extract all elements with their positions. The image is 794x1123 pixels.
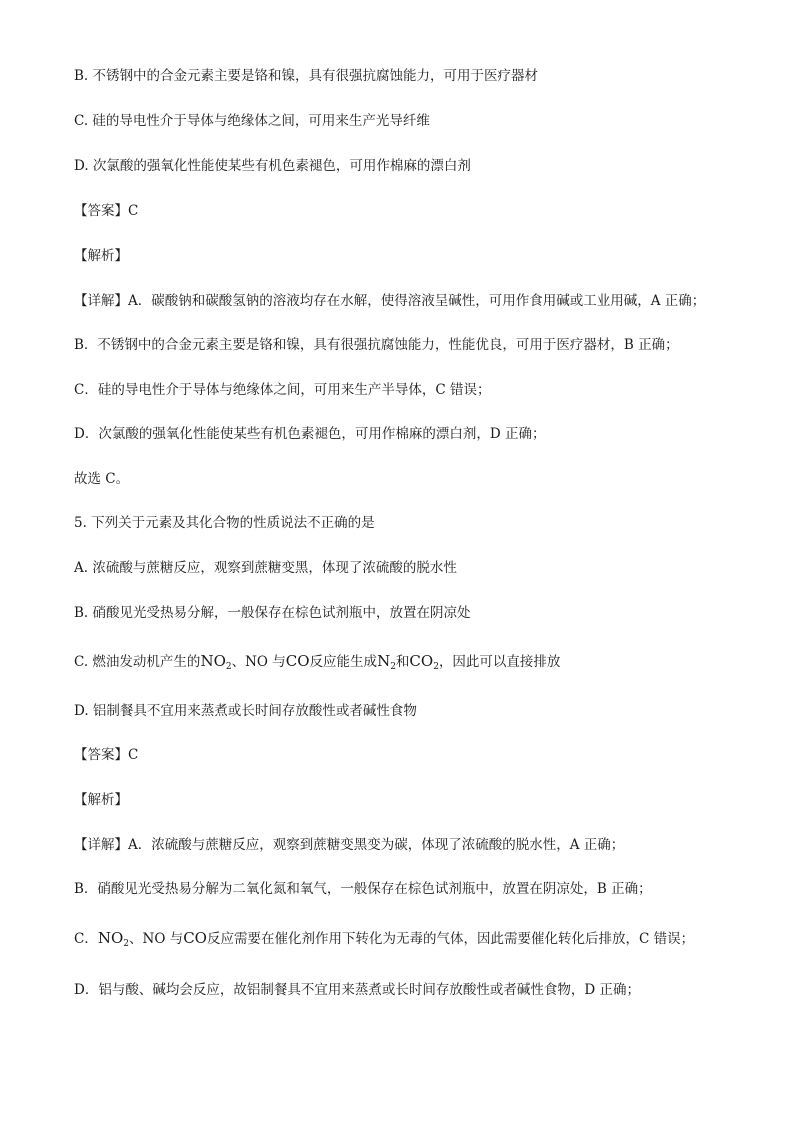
formula-no2-sub: 2 — [123, 939, 130, 949]
q4-detail-a: A．碳酸钠和碳酸氢钠的溶液均存在水解，使得溶液呈碱性，可用作食用碱或工业用碱，A 正确； — [128, 293, 706, 309]
q5-option-a: A. 浓硫酸与蔗糖反应，观察到蔗糖变黑，体现了浓硫酸的脱水性 — [74, 560, 457, 576]
q5-detail-a: A．浓硫酸与蔗糖反应，观察到蔗糖变黑变为碳，体现了浓硫酸的脱水性，A 正确； — [128, 837, 625, 853]
q5-option-c-mid2: 反应能生成 — [309, 654, 378, 670]
q4-analysis-tag: 【解析】 — [74, 248, 128, 264]
q5-detail-c-prefix: C． — [74, 931, 98, 947]
formula-n2-base: N — [377, 652, 391, 670]
q5-option-c-suffix: ，因此可以直接排放 — [438, 654, 561, 670]
q5-stem: 5. 下列关于元素及其化合物的性质说法不正确的是 — [74, 515, 375, 531]
q5-detail-d: D．铝与酸、碱均会反应，故铝制餐具不宜用来蒸煮或长时间存放酸性或者碱性食物，D 正确； — [74, 982, 640, 998]
q5-analysis-tag: 【解析】 — [74, 792, 128, 808]
q5-option-b: B. 硝酸见光受热易分解，一般保存在棕色试剂瓶中，放置在阴凉处 — [74, 605, 471, 621]
q4-option-b: B. 不锈钢中的合金元素主要是铬和镍，具有很强抗腐蚀能力，可用于医疗器材 — [74, 68, 539, 84]
q4-detail-a-line — [74, 291, 705, 311]
formula-co: CO — [285, 652, 310, 670]
formula-no2 — [200, 652, 231, 670]
q5-option-c-and: 和 — [395, 654, 410, 670]
formula-no2-base: NO — [200, 652, 226, 670]
q4-option-d: D. 次氯酸的强氧化性能使某些有机色素褪色，可用作棉麻的漂白剂 — [74, 158, 471, 174]
q4-detail-d: D．次氯酸的强氧化性能使某些有机色素褪色，可用作棉麻的漂白剂，D 正确； — [74, 426, 546, 442]
formula-no2-base: NO — [97, 929, 124, 947]
q5-detail-c-mid: 、NO 与 — [129, 931, 184, 947]
detail-tag: 【详解】 — [74, 837, 128, 853]
q5-detail-c-suffix: 反应需要在催化剂作用下转化为无毒的气体，因此需要催化转化后排放，C 错误； — [206, 931, 695, 947]
q4-answer-line — [74, 201, 138, 221]
formula-co2 — [409, 652, 439, 670]
formula-n2-sub: 2 — [390, 662, 396, 672]
formula-no2 — [98, 929, 129, 947]
answer-tag: 【答案】 — [74, 747, 128, 763]
answer-value: C — [128, 747, 139, 763]
q5-detail-a-line — [74, 835, 624, 855]
q5-option-c-prefix: C. 燃油发动机产生的 — [74, 654, 201, 670]
q4-detail-b: B．不锈钢中的合金元素主要是铬和镍，具有很强抗腐蚀能力，性能优良，可用于医疗器材，B 正确； — [74, 337, 679, 353]
q5-option-c — [74, 651, 560, 677]
q5-detail-b: B．硝酸见光受热易分解为二氧化氮和氧气，一般保存在棕色试剂瓶中，放置在阴凉处，B 正确； — [74, 881, 652, 897]
q5-detail-c — [74, 928, 694, 954]
formula-n2 — [377, 652, 396, 670]
answer-value: C — [128, 203, 139, 219]
q4-option-c: C. 硅的导电性介于导体与绝缘体之间，可用来生产光导纤维 — [74, 113, 430, 129]
formula-co: CO — [183, 929, 207, 947]
q5-option-c-mid1: 、NO 与 — [231, 654, 286, 670]
q4-conclusion: 故选 C。 — [74, 471, 130, 487]
answer-tag: 【答案】 — [74, 203, 128, 219]
q4-detail-c: C．硅的导电性介于导体与绝缘体之间，可用来生产半导体，C 错误； — [74, 382, 491, 398]
q5-answer-line — [74, 745, 138, 765]
detail-tag: 【详解】 — [74, 293, 128, 309]
formula-no2-sub: 2 — [225, 662, 232, 672]
q5-option-d: D. 铝制餐具不宜用来蒸煮或长时间存放酸性或者碱性食物 — [74, 703, 417, 719]
formula-co2-sub: 2 — [433, 662, 439, 672]
formula-co2-base: CO — [409, 652, 434, 670]
